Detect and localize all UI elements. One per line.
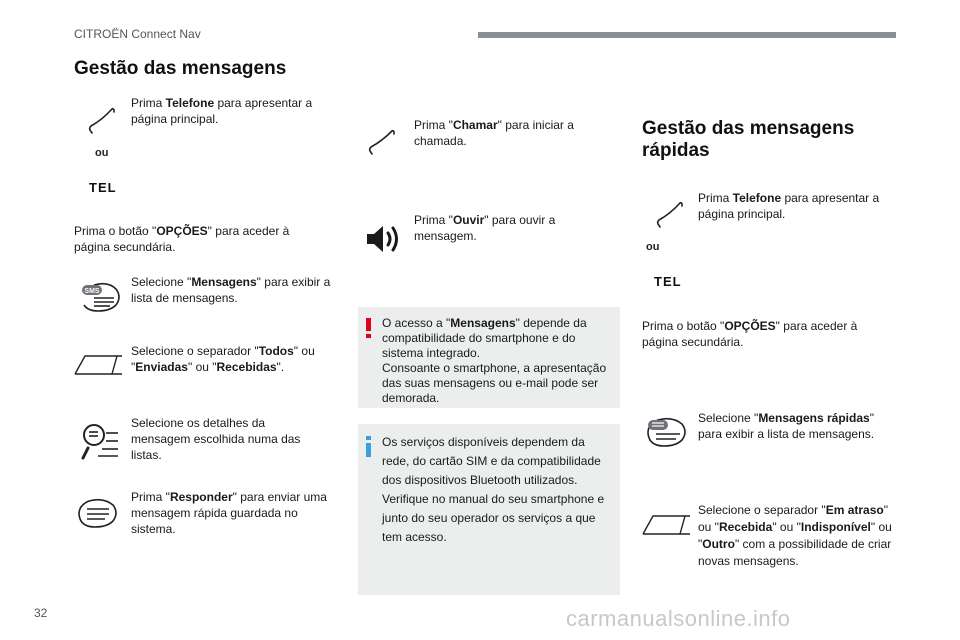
step-select-mensagens-rapidas: Selecione "Mensagens rápidas" para exibir a lista de mensagens. [698, 411, 875, 441]
document-header: CITROËN Connect Nav [74, 27, 201, 41]
page-number: 32 [34, 606, 48, 620]
step-press-responder: Prima "Responder" para enviar uma mensagem rápida guardada no sistema. [131, 490, 327, 536]
step-press-chamar: Prima "Chamar" para iniciar a chamada. [414, 118, 574, 148]
phone-icon [88, 106, 116, 136]
step-select-detalhes: Selecione os detalhes da mensagem escolhida numa das listas. [131, 416, 301, 462]
header-bar [478, 32, 896, 38]
reply-bubble-icon [77, 497, 119, 531]
or-label: ou [95, 147, 109, 159]
section-title-quick-messages: Gestão das mensagens rápidas [642, 118, 855, 161]
svg-text:SMS: SMS [84, 288, 100, 295]
tab-icon [74, 354, 124, 376]
info-text: Os serviços disponíveis dependem da rede, do cartão SIM e da compatibilidade dos dispositivos Bluetooth utilizados. Verifique no manual do seu smartphone e junto do seu operador os serviços a que tem acesso. [382, 435, 605, 544]
step-select-separador-quick: Selecione o separador "Em atraso" ou "Recebida" ou "Indisponível" ou "Outro" com a possibilidade de criar novas mensagens. [698, 503, 892, 568]
section-title-messages: Gestão das mensagens [74, 58, 287, 79]
tab-icon [642, 514, 692, 536]
step-press-telefone-quick: Prima Telefone para apresentar a página principal. [698, 191, 880, 221]
info-icon-dot [366, 436, 371, 440]
list-search-icon [80, 421, 120, 461]
step-select-mensagens: Selecione "Mensagens" para exibir a lista de mensagens. [131, 275, 331, 305]
warning-text: O acesso a "Mensagens" depende da compatibilidade do smartphone e do sistema integrado. Consoante o smartphone, a apresentação das suas mensagens ou e-mail pode ser demorada. [382, 316, 607, 405]
step-options: Prima o botão "OPÇÕES" para aceder à página secundária. [74, 224, 290, 254]
tel-button-label: TEL [89, 180, 117, 195]
phone-icon [656, 200, 684, 230]
step-options-quick: Prima o botão "OPÇÕES" para aceder à página secundária. [642, 319, 858, 349]
or-label: ou [646, 241, 660, 253]
step-press-ouvir: Prima "Ouvir" para ouvir a mensagem. [414, 213, 556, 243]
tel-button-label: TEL [654, 274, 682, 289]
info-icon [366, 443, 371, 457]
step-select-separador: Selecione o separador "Todos" ou "Enviadas" ou "Recebidas". [131, 344, 315, 374]
speaker-icon [365, 224, 401, 254]
step-press-telefone: Prima Telefone para apresentar a página principal. [131, 96, 313, 126]
sms-bubble-icon [80, 281, 122, 315]
warning-icon-dot [366, 334, 371, 338]
phone-icon [368, 129, 396, 157]
warning-icon [366, 318, 371, 331]
watermark: carmanualsonline.info [566, 606, 791, 631]
quick-message-icon [646, 416, 688, 450]
